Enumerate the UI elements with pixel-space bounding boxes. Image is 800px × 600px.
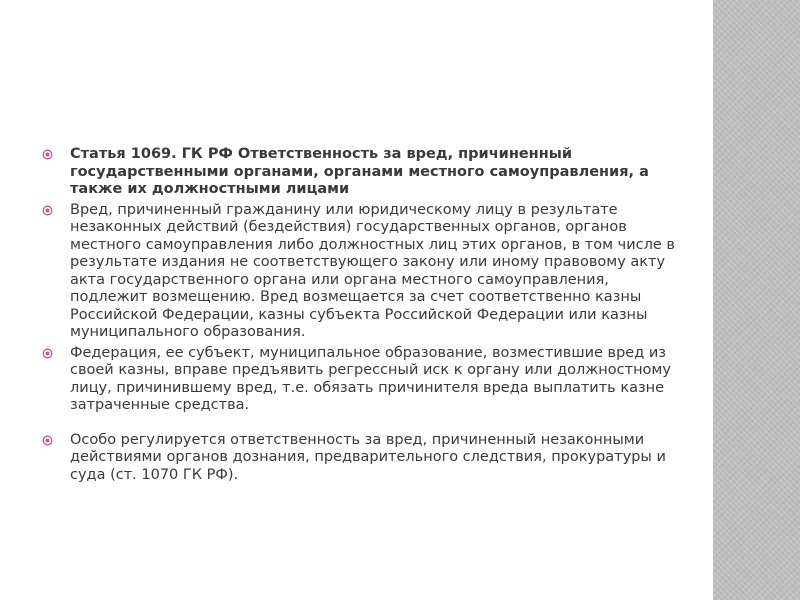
side-decoration-strip [713,0,800,600]
bullet-text: Статья 1069. ГК РФ Ответственность за вред, причиненный государственными органами, органами местного самоуправления, а также их должностными лицами [70,146,649,197]
bullet-item [42,202,682,342]
circle-bullet-icon [42,149,53,160]
bullet-text: Вред, причиненный гражданину или юридическому лицу в результате незаконных действий (бездействия) государственных органов, органов местного самоуправления либо должностных лиц этих органов, в том числе в результате издания не соответствующего закону или иному правовому акту акта государственного органа или органа местного самоуправления, подлежит возмещению. Вред возмещается за счет соответственно казны Российской Федерации, казны субъекта Российской Федерации или казны муниципального образования. [70,201,675,340]
bullet-item [42,345,682,415]
circle-bullet-icon [42,435,53,446]
circle-bullet-icon [42,348,53,359]
bullet-item-heading [42,146,682,199]
bullet-text: Федерация, ее субъект, муниципальное образование, возместившие вред из своей казны, вправе предъявить регрессный иск к органу или должностному лицу, причинившему вред, т.е. обязать причинителя вреда выплатить казне затраченные средства. [70,344,671,413]
circle-bullet-icon [42,205,53,216]
slide-content [42,146,682,487]
bullet-text: Особо регулируется ответственность за вред, причиненный незаконными действиями органов дознания, предварительного следствия, прокуратуры и суда (ст. 1070 ГК РФ). [70,431,666,483]
bullet-item [42,432,682,485]
